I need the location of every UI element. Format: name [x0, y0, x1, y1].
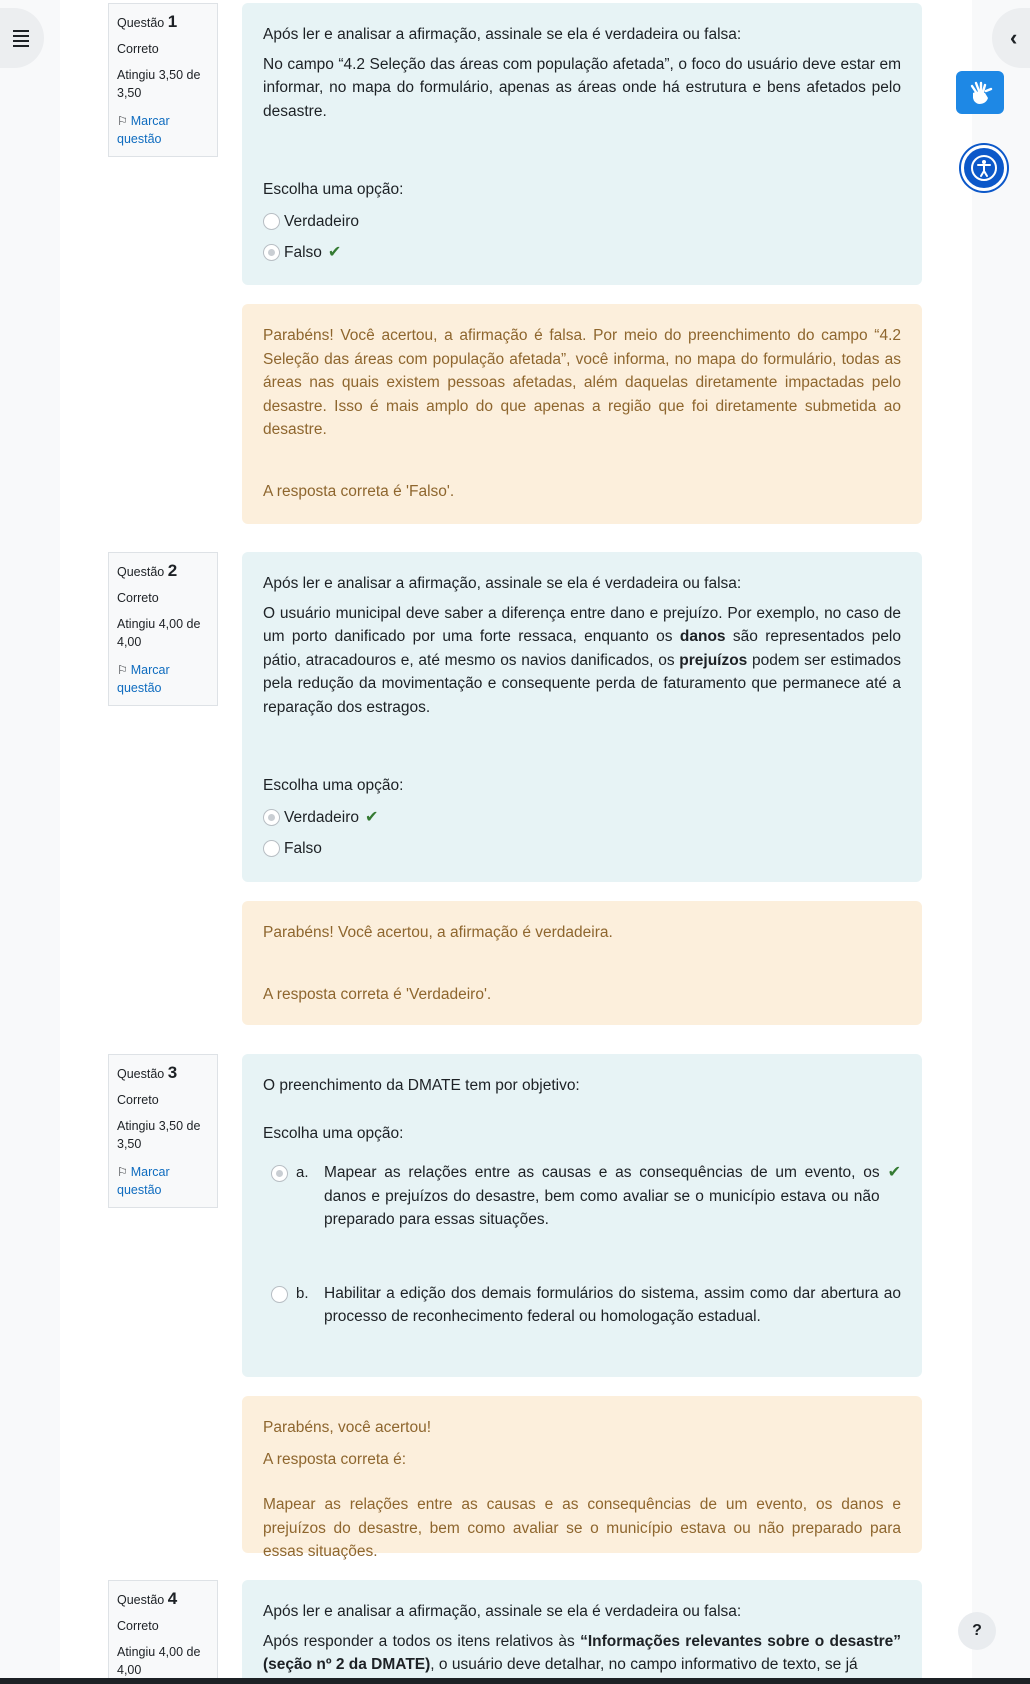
- question-content-4: [242, 1580, 922, 1684]
- question-number: Questão 1: [117, 12, 178, 31]
- option-verdadeiro[interactable]: [263, 210, 901, 234]
- question-info-4: [108, 1580, 218, 1684]
- question-grade: Atingiu 3,50 de 3,50: [117, 68, 201, 100]
- right-answer: Mapear as relações entre as causas e as consequências de um evento, os danos e prejuízos do desastre, bem como avaliar se o município estava ou não preparado para essas situações.: [263, 1496, 901, 1560]
- sign-language-icon: [966, 80, 994, 106]
- option-label: Falso: [284, 840, 322, 857]
- question-state: Correto: [117, 42, 159, 56]
- question-prompt: Após ler e analisar a afirmação, assinale se ela é verdadeira ou falsa:: [263, 1603, 742, 1620]
- radio-button[interactable]: [271, 1165, 288, 1182]
- option-verdadeiro[interactable]: [263, 806, 901, 830]
- option-falso[interactable]: [263, 837, 901, 861]
- question-number: Questão 4: [117, 1589, 178, 1608]
- question-content-2: [242, 552, 922, 882]
- question-prompt: Após ler e analisar a afirmação, assinale se ela é verdadeira ou falsa:: [263, 575, 742, 592]
- option-letter: b.: [296, 1284, 309, 1302]
- option-letter: a.: [296, 1164, 309, 1181]
- radio-button[interactable]: [263, 213, 280, 230]
- left-gutter: [0, 0, 60, 1684]
- question-info-2: [108, 552, 218, 706]
- radio-button[interactable]: [271, 1286, 288, 1303]
- feedback-text: Parabéns! Você acertou, a afirmação é verdadeira.: [263, 924, 613, 941]
- feedback-text: Parabéns! Você acertou, a afirmação é falsa. Por meio do preenchimento do campo “4.2 Seleção das áreas com população afetada”, você informa, no mapa do formulário, todas as áreas nas quais existem pessoas afetadas, além daquelas diretamente impactadas pelo desastre. Isso é mais amplo do que apenas a região que foi diretamente submetida ao desastre.: [263, 327, 901, 438]
- flag-question-link[interactable]: ⚐ Marcar questão: [117, 1165, 170, 1197]
- help-button[interactable]: [958, 1612, 996, 1650]
- right-answer: A resposta correta é 'Verdadeiro'.: [263, 985, 492, 1003]
- question-prompt: O preenchimento da DMATE tem por objetivo:: [263, 1077, 580, 1094]
- list-icon: [13, 27, 29, 50]
- question-prompt: Após ler e analisar a afirmação, assinale se ela é verdadeira ou falsa:: [263, 26, 742, 43]
- option-label: Verdadeiro: [284, 808, 359, 826]
- flag-question-link[interactable]: ⚐ Marcar questão: [117, 663, 170, 695]
- help-icon: ?: [972, 1622, 982, 1639]
- feedback-text: Parabéns, você acertou!: [263, 1419, 432, 1436]
- question-number: Questão 2: [117, 561, 178, 580]
- option-falso[interactable]: [263, 241, 901, 265]
- question-state: Correto: [117, 591, 159, 605]
- right-gutter: [972, 0, 1030, 1684]
- question-text: O usuário municipal deve saber a diferença entre dano e prejuízo. Por exemplo, no caso de um porto danificado por uma forte ressaca, enquanto os danos são representados pelo pátio, atracadouros e, até mesmo os navios danificados, os prejuízos podem ser estimados pela redução da movimentação e consequente perda de faturamento que permanece até a reparação dos estragos.: [263, 604, 901, 716]
- feedback-3: [242, 1396, 922, 1560]
- vlibras-button[interactable]: [956, 71, 1004, 114]
- question-text: No campo “4.2 Seleção das áreas com população afetada”, o foco do usuário deve estar em informar, no mapa do formulário, apenas as áreas onde há estrutura e bens afetados pelo desastre.: [263, 55, 901, 120]
- radio-button[interactable]: [263, 244, 280, 261]
- course-index-toggle[interactable]: [0, 8, 44, 68]
- question-content-1: [242, 3, 922, 285]
- feedback-2: [242, 901, 922, 1025]
- feedback-1: [242, 304, 922, 524]
- question-state: Correto: [117, 1093, 159, 1107]
- check-icon: ✔: [364, 808, 379, 826]
- option-b[interactable]: [263, 1282, 901, 1329]
- accessibility-icon: [970, 154, 998, 182]
- question-info-3: [108, 1054, 218, 1208]
- question-grade: Atingiu 3,50 de 3,50: [117, 1119, 201, 1151]
- flag-question-link[interactable]: ⚐ Marcar questão: [117, 114, 170, 146]
- right-answer: A resposta correta é 'Falso'.: [263, 482, 455, 500]
- question-text: Após responder a todos os itens relativos às “Informações relevantes sobre o desastre” (seção nº 2 da DMATE), o usuário deve detalhar, no campo informativo de texto, se já: [263, 1632, 902, 1673]
- flag-icon: ⚐: [117, 663, 128, 677]
- question-number: Questão 3: [117, 1063, 178, 1082]
- choose-label: Escolha uma opção:: [263, 777, 404, 794]
- chevron-left-icon: ‹: [1010, 25, 1018, 50]
- question-content-3: [242, 1054, 922, 1377]
- accessibility-button[interactable]: [961, 145, 1007, 191]
- radio-button[interactable]: [263, 809, 280, 826]
- option-label: Habilitar a edição dos demais formulários do sistema, assim como dar abertura ao processo de reconhecimento federal ou homologação estadual.: [324, 1284, 901, 1325]
- option-label: Verdadeiro: [284, 212, 359, 230]
- right-answer-label: A resposta correta é:: [263, 1450, 407, 1468]
- question-grade: Atingiu 4,00 de 4,00: [117, 617, 201, 649]
- option-a[interactable]: [263, 1161, 901, 1232]
- question-state: Correto: [117, 1619, 159, 1633]
- option-label: Mapear as relações entre as causas e as consequências de um evento, os danos e prejuízos do desastre, bem como avaliar se o município estava ou não preparado para essas situações.: [324, 1164, 880, 1228]
- flag-icon: ⚐: [117, 114, 128, 128]
- choose-label: Escolha uma opção:: [263, 1124, 404, 1142]
- question-info-1: [108, 3, 218, 157]
- question-grade: Atingiu 4,00 de 4,00: [117, 1645, 201, 1677]
- check-icon: ✔: [327, 244, 342, 261]
- bottom-edge: [0, 1678, 1030, 1684]
- option-label: Falso: [284, 244, 322, 261]
- flag-icon: ⚐: [117, 1165, 128, 1179]
- radio-button[interactable]: [263, 840, 280, 857]
- choose-label: Escolha uma opção:: [263, 181, 404, 198]
- check-icon: ✔: [887, 1164, 901, 1181]
